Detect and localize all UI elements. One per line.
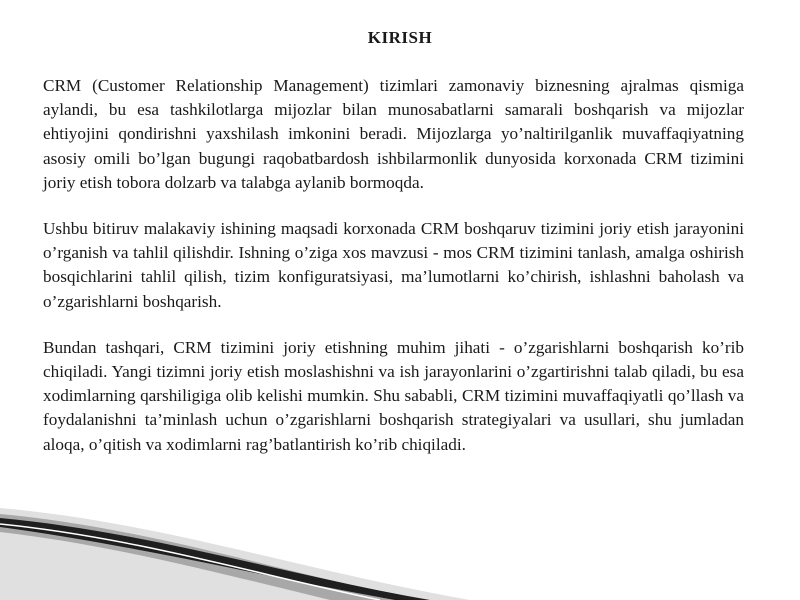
- decorative-swoosh: [0, 480, 800, 600]
- paragraph-2: Ushbu bitiruv malakaviy ishining maqsadi korxonada CRM boshqaruv tizimini joriy etish jarayonini o’rganish va tahlil qilishdir. Ishning o’ziga xos mavzusi - mos CRM tizimini tanlash, amalga oshirish bosqichlarini tahlil qilish, tizim konfiguratsiyasi, ma’lumotlarni ko’chirish, ishlashni baholash va o’zgarishlarni boshqarish.: [43, 219, 744, 311]
- swoosh-light: [0, 508, 470, 600]
- paragraph-1: CRM (Customer Relationship Management) tizimlari zamonaviy biznesning ajralmas qismiga aylandi, bu esa tashkilotlarga mijozlar bilan munosabatlarni samarali boshqarish va mijozlar ehtiyojini qondirishni yaxshilash imkonini beradi. Mijozlarga yo’naltirilganlik muvaffaqiyatning asosiy omili bo’lgan bugungi raqobatbardosh ishbilarmonlik dunyosida korxonada CRM tizimini joriy etish tobora dolzarb va talabga aylanib bormoqda.: [43, 76, 744, 192]
- body-text: [43, 74, 744, 479]
- page-title: KIRISH: [367, 28, 433, 47]
- paragraph-3: Bundan tashqari, CRM tizimini joriy etishning muhim jihati - o’zgarishlarni boshqarish ko’rib chiqiladi. Yangi tizimni joriy etish moslashishni va ish jarayonlarini o’zgartirishni talab qiladi, bu esa xodimlarning qarshiligiga olib kelishi mumkin. Shu sababli, CRM tizimini muvaffaqiyatli qo’llash va foydalanishni ta’minlash uchun o’zgarishlarni boshqarish strategiyalari va usullari, shu jumladan aloqa, o’qitish va xodimlarni rag’batlantirish ko’rib chiqiladi.: [43, 337, 744, 454]
